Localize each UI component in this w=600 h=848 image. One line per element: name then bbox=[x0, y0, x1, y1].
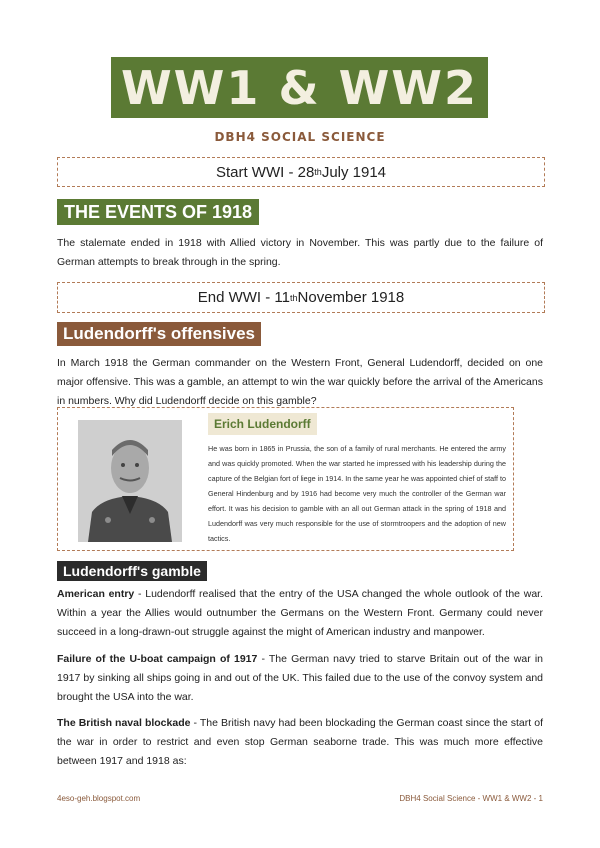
portrait-illustration bbox=[78, 420, 182, 542]
start-date-box bbox=[57, 157, 545, 187]
end-date-sup: th bbox=[290, 292, 298, 303]
end-date-box bbox=[57, 282, 545, 313]
profile-bio: He was born in 1865 in Prussia, the son of a family of rural merchants. He entered the army and was quickly promoted. When the war started he impressed with his leadership during the capture of the Belgian fort of liege in 1914. In the same year he was appointed chief of staff to General Hindenburg and by 1916 had become very much the controller of the German war effort. It was his decision to gamble with an all out German attack in the spring of 1918 and Ludendorff was very much responsible for the use of stormtroopers and the adoption of new tactics. bbox=[208, 444, 506, 543]
gamble-point-text: - The British navy had been blockading the German coast since the start of the war in order to restrict and even stop German seaborne trade. This was much more effective between 1917 and 1918 as: bbox=[57, 717, 543, 767]
gamble-point-text: - Ludendorff realised that the entry of the USA changed the whole outlook of the war. Within a year the Allies would outnumber the Germans on the Western Front. Germany could never succeed in a long-drawn-out struggle against the might of American industry and manpower. bbox=[57, 588, 543, 638]
start-date-prefix: Start WWI - 28 bbox=[215, 163, 315, 181]
end-date-suffix: November 1918 bbox=[297, 289, 405, 306]
start-date-sup: th bbox=[314, 167, 322, 177]
title-banner bbox=[111, 57, 488, 118]
gamble-point-lead: The British naval blockade bbox=[57, 717, 191, 729]
gamble-point bbox=[57, 714, 543, 771]
profile-box bbox=[57, 407, 514, 551]
document-title: WW1 & WW2 bbox=[120, 60, 479, 115]
gamble-point-lead: Failure of the U-boat campaign of 1917 bbox=[57, 653, 258, 665]
document-subtitle: DBH4 SOCIAL SCIENCE bbox=[214, 130, 386, 144]
gamble-point bbox=[57, 585, 543, 642]
start-date-suffix: July 1914 bbox=[321, 163, 387, 181]
offensives-paragraph: In March 1918 the German commander on the Western Front, General Ludendorff, decided on one major offensive. This was a gamble, an attempt to win the war quickly before the arrival of the Americans in numbers. Why did Ludendorff decide on this gamble? bbox=[57, 357, 543, 407]
gamble-point-text: - The German navy tried to starve Britain out of the war in 1917 by sinking all ships going in and out of the UK. This failed due to the use of the convoy system and brought the USA into the war. bbox=[57, 653, 543, 703]
section-heading-events: THE EVENTS OF 1918 bbox=[57, 199, 259, 225]
footer-website: 4eso-geh.blogspot.com bbox=[57, 794, 141, 803]
events-paragraph: The stalemate ended in 1918 with Allied victory in November. This was partly due to the failure of German attempts to break through in the spring. bbox=[57, 237, 543, 268]
gamble-point-lead: American entry bbox=[57, 588, 135, 600]
footer-page-info: DBH4 Social Science - WW1 & WW2 - 1 bbox=[399, 794, 543, 803]
end-date-prefix: End WWI - 11 bbox=[197, 289, 290, 306]
portrait-photo bbox=[78, 420, 182, 542]
gamble-point bbox=[57, 650, 543, 707]
section-heading-gamble: Ludendorff's gamble bbox=[57, 561, 207, 581]
profile-name: Erich Ludendorff bbox=[208, 413, 317, 435]
section-heading-offensives: Ludendorff's offensives bbox=[57, 322, 261, 346]
